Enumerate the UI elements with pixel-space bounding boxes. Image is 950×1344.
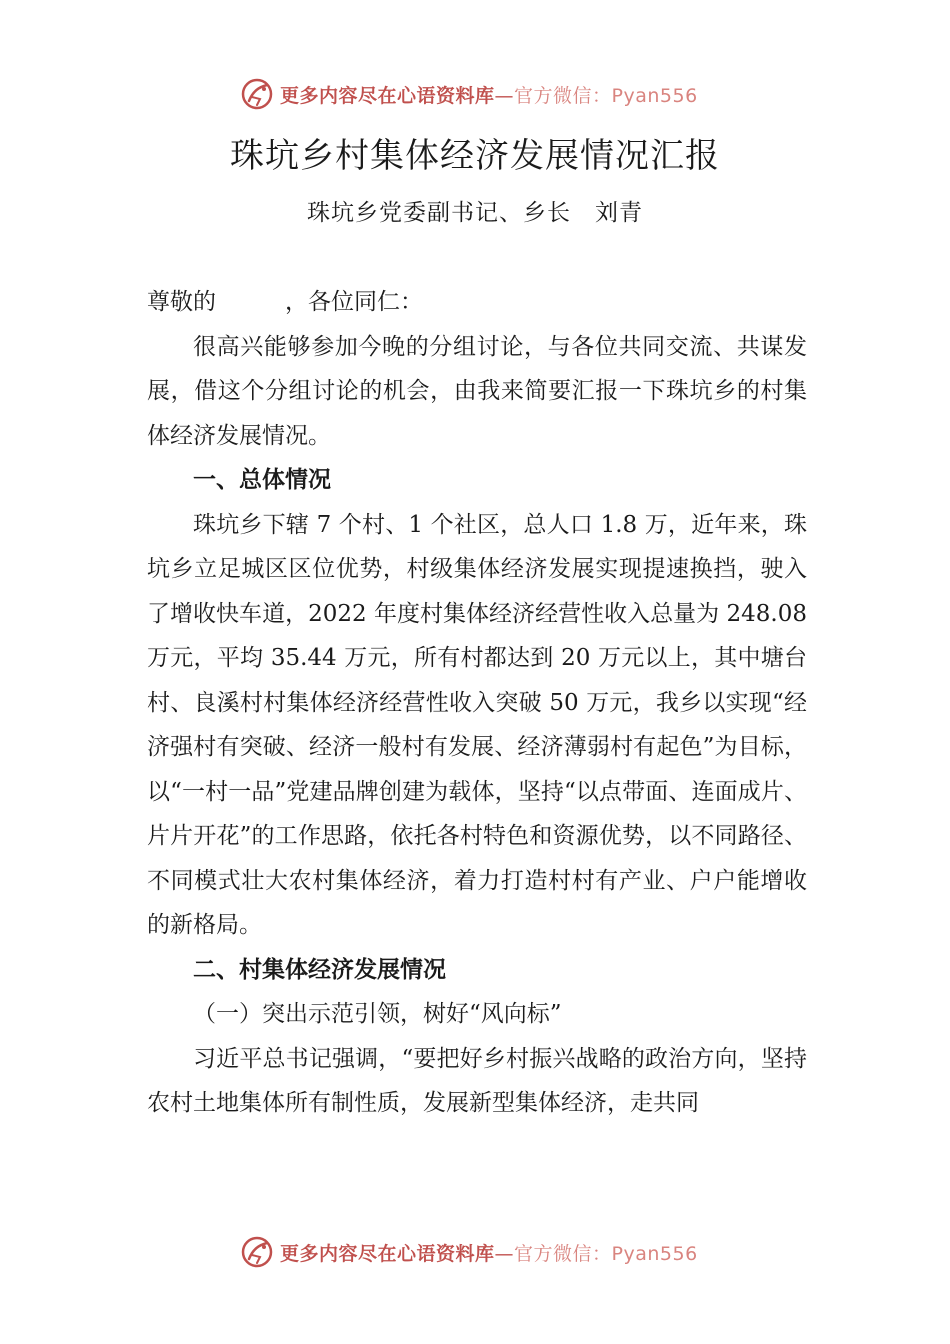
paragraph-quote: 习近平总书记强调，“要把好乡村振兴战略的政治方向，坚持农村土地集体所有制性质，发展新型集体经济，走共同 bbox=[147, 1045, 807, 1116]
library-logo-icon bbox=[240, 1235, 274, 1269]
paragraph-intro: 很高兴能够参加今晚的分组讨论，与各位共同交流、共谋发展，借这个分组讨论的机会，由我来简要汇报一下珠坑乡的村集体经济发展情况。 bbox=[147, 333, 807, 449]
section-heading-1: 一、总体情况 bbox=[193, 467, 331, 493]
watermark-brand: 更多内容尽在心语资料库 bbox=[280, 84, 495, 107]
paragraph-overview: 珠坑乡下辖 7 个村、1 个社区，总人口 1.8 万，近年来，珠坑乡立足城区区位优势，村级集体经济发展实现提速换挡，驶入了增收快车道，2022 年度村集体经济经营性收入总量为 248.08 万元，平均 35.44 万元，所有村都达到 20 万元以上，其中塘台村、良溪村村集体经济经营性收入突破 50 万元，我乡以实现“经济强村有突破、经济一般村有发展、经济薄弱村有起色”为目标，以“一村一品”党建品牌创建为载体，坚持“以点带面、连面成片、片片开花”的工作思路，依托各村特色和资源优势，以不同路径、不同模式壮大农村集体经济，着力打造村村有产业、户户能增收的新格局。 bbox=[147, 511, 807, 938]
library-logo-icon bbox=[240, 77, 274, 111]
section-heading-2: 二、村集体经济发展情况 bbox=[193, 956, 446, 983]
watermark-separator: — bbox=[494, 84, 515, 107]
document-author: 珠坑乡党委副书记、乡长 刘青 bbox=[307, 200, 643, 226]
document-body bbox=[147, 280, 807, 1126]
salutation: 尊敬的 ，各位同仁： bbox=[147, 289, 423, 315]
watermark-text bbox=[280, 1239, 698, 1266]
subsection-heading-1: （一）突出示范引领，树好“风向标” bbox=[193, 1001, 562, 1027]
watermark-text bbox=[280, 81, 698, 108]
watermark-wechat: 官方微信：Pyan556 bbox=[514, 84, 698, 107]
document-title: 珠坑乡村集体经济发展情况汇报 bbox=[230, 136, 720, 176]
watermark-brand: 更多内容尽在心语资料库 bbox=[280, 1242, 495, 1265]
watermark-footer bbox=[240, 1232, 698, 1272]
watermark-wechat: 官方微信：Pyan556 bbox=[514, 1242, 698, 1265]
watermark-separator: — bbox=[494, 1242, 515, 1265]
watermark-header bbox=[240, 74, 698, 114]
